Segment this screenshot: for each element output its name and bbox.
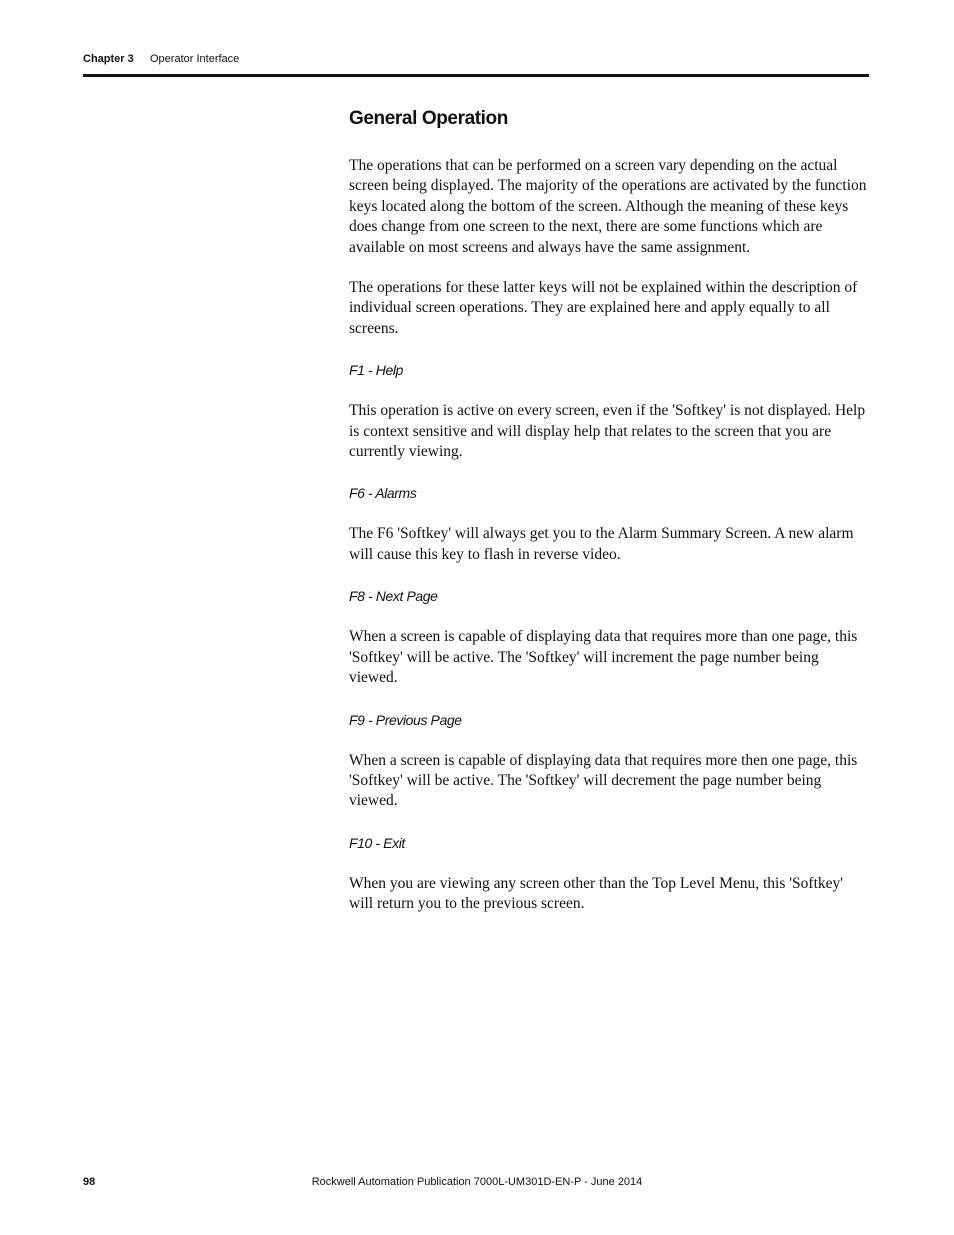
key-description-f1: This operation is active on every screen, even if the 'Softkey' is not displayed. Help is context sensitive and will display help that relates to the screen that you are currently viewing.: [349, 402, 866, 461]
chapter-label: Chapter 3: [83, 53, 134, 65]
section-label: Operator Interface: [150, 53, 240, 65]
intro-paragraph-2: The operations for these latter keys will not be explained within the description of individual screen operations. They are explained here and apply equally to all screens.: [349, 279, 858, 337]
page-title: General Operation: [349, 108, 508, 129]
key-heading-f8: F8 - Next Page: [349, 588, 438, 605]
key-heading-f10: F10 - Exit: [349, 834, 405, 851]
key-description-f9: When a screen is capable of displaying data that requires more then one page, this 'Softkey' will be active. The 'Softkey' will decrement the page number being viewed.: [349, 751, 858, 810]
intro-paragraph-1: The operations that can be performed on a screen vary depending on the actual screen being displayed. The majority of the operations are activated by the function keys located along the bottom of the screen. Although the meaning of these keys does change from one screen to the next, there are some functions which are available on most screens and always have the same assignment.: [349, 157, 867, 256]
key-heading-f6: F6 - Alarms: [349, 485, 417, 502]
key-description-f10: When you are viewing any screen other than the Top Level Menu, this 'Softkey' will return you to the previous screen.: [349, 874, 844, 913]
main-content: [349, 106, 871, 935]
key-description-f6: The F6 'Softkey' will always get you to the Alarm Summary Screen. A new alarm will cause this key to flash in reverse video.: [349, 525, 854, 563]
key-description-f8: When a screen is capable of displaying data that requires more than one page, this 'Softkey' will be active. The 'Softkey' will increment the page number being viewed.: [349, 628, 858, 687]
page-number: 98: [83, 1176, 96, 1188]
header-divider: [83, 74, 869, 77]
running-header: [83, 53, 869, 65]
publication-info: Rockwell Automation Publication 7000L-UM301D-EN-P - June 2014: [311, 1176, 643, 1188]
key-heading-f1: F1 - Help: [349, 362, 403, 379]
key-heading-f9: F9 - Previous Page: [349, 711, 462, 728]
